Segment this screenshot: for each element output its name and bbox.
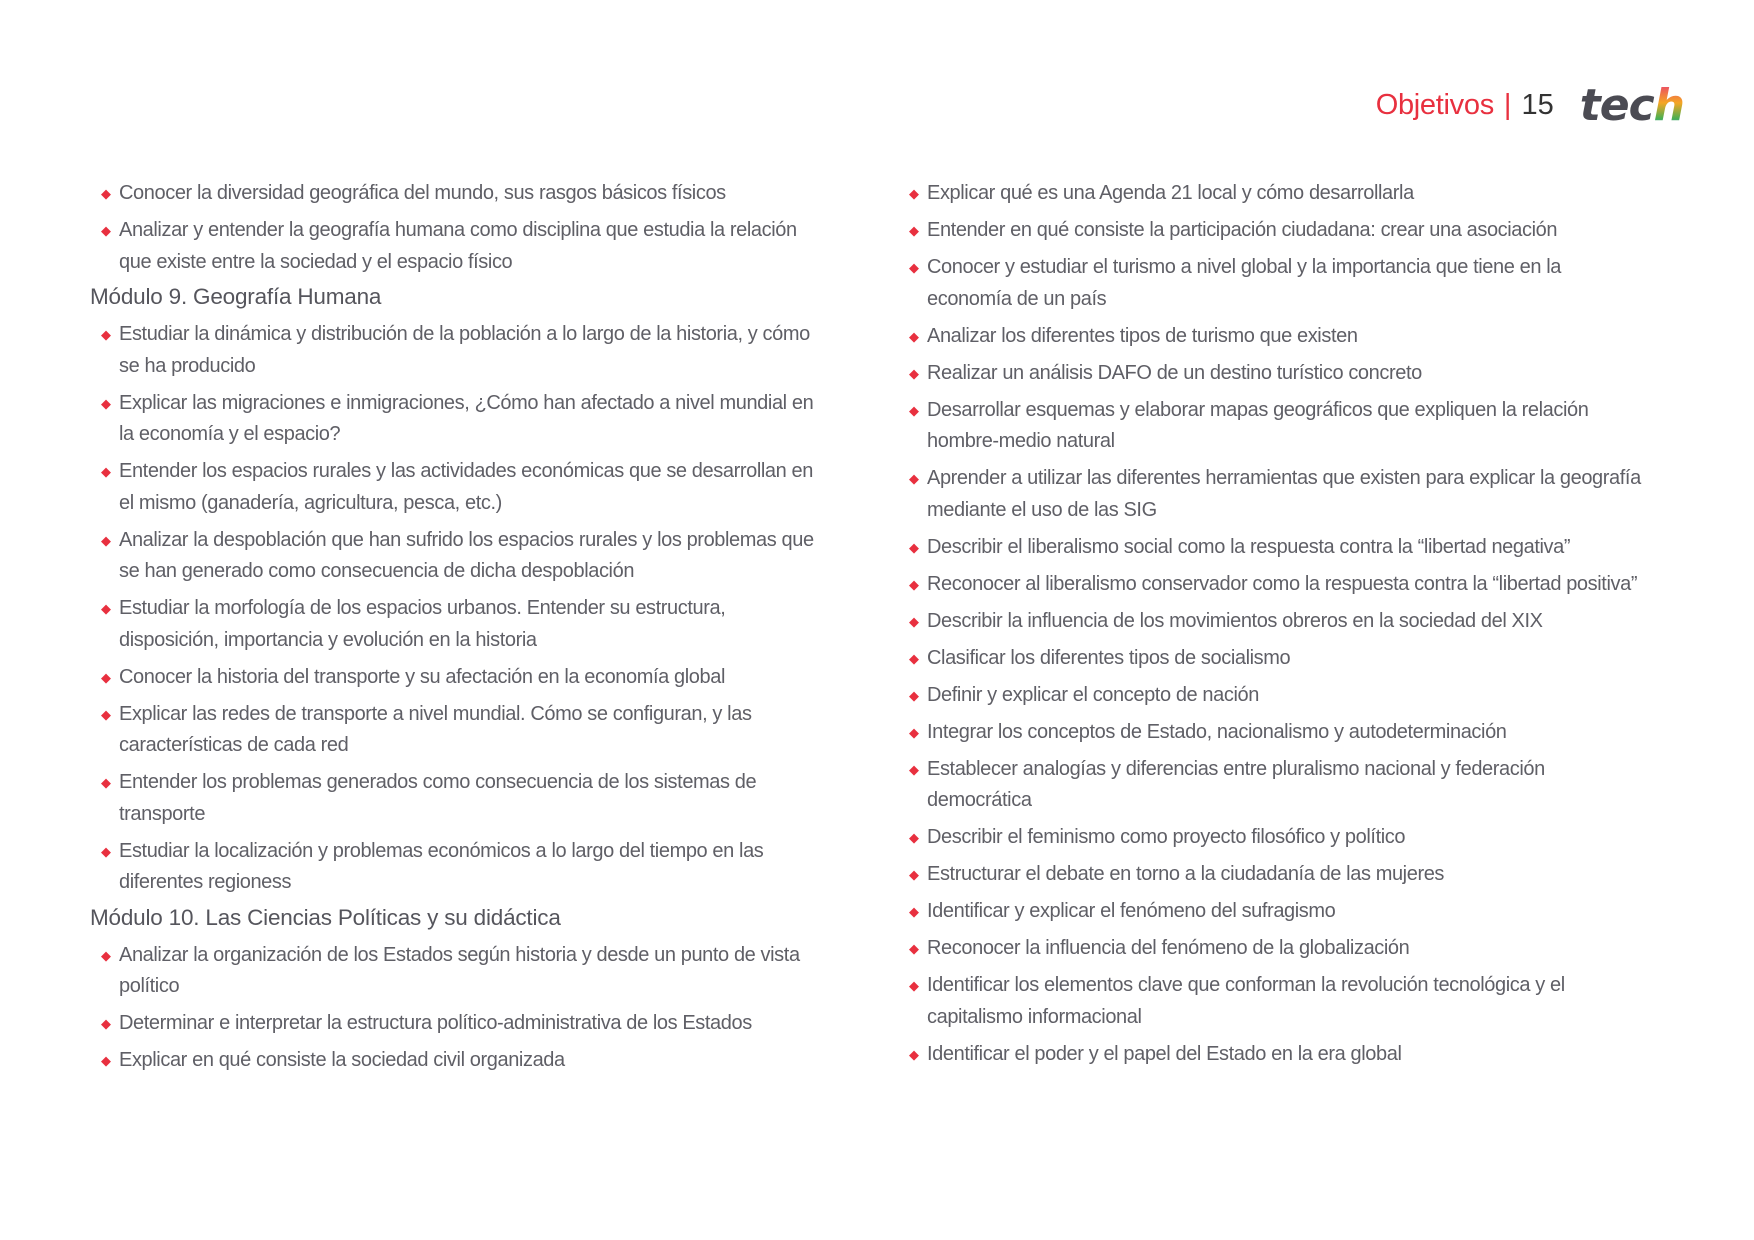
section-title: Objetivos: [1375, 89, 1494, 121]
page-header: [1376, 80, 1684, 131]
list-item: [90, 940, 820, 1003]
bullet-icon: ◆: [909, 650, 919, 666]
bullet-icon: ◆: [909, 402, 919, 418]
tech-logo: tech: [1579, 80, 1684, 131]
list-item: [898, 252, 1648, 315]
list-item: [90, 836, 820, 899]
list-item: [898, 717, 1648, 749]
module-10-heading: Módulo 10. Las Ciencias Políticas y su didáctica: [90, 904, 561, 930]
bullet-icon: ◆: [909, 328, 919, 344]
list-item-text: Aprender a utilizar las diferentes herramientas que existen para explicar la geografía mediante el uso de las SIG: [927, 467, 1641, 521]
intro-list: [90, 178, 820, 278]
list-item-text: Analizar los diferentes tipos de turismo que existen: [927, 324, 1358, 347]
list-item-text: Integrar los conceptos de Estado, nacionalismo y autodeterminación: [927, 720, 1507, 743]
header-separator: |: [1503, 89, 1512, 121]
list-item: [898, 680, 1648, 712]
list-item-text: Conocer y estudiar el turismo a nivel global y la importancia que tiene en la economía de un país: [927, 256, 1562, 310]
list-item: [898, 1039, 1648, 1071]
list-item-text: Analizar la organización de los Estados según historia y desde un punto de vista político: [119, 943, 800, 997]
list-item: [90, 767, 820, 830]
bullet-icon: ◆: [909, 941, 919, 956]
bullet-icon: ◆: [101, 601, 111, 616]
bullet-icon: ◆: [909, 687, 919, 703]
page-number: 15: [1521, 89, 1554, 121]
list-item: [90, 388, 820, 451]
list-item-text: Describir el feminismo como proyecto filosófico y político: [927, 826, 1406, 848]
list-item: [90, 215, 820, 278]
bullet-icon: ◆: [909, 904, 919, 919]
module-9-heading: Módulo 9. Geografía Humana: [90, 284, 382, 309]
list-item-text: Describir la influencia de los movimientos obreros en la sociedad del XIX: [927, 609, 1543, 632]
list-item-text: Desarrollar esquemas y elaborar mapas geográficos que expliquen la relación hombre-medio natural: [927, 398, 1589, 452]
list-item-text: Estudiar la morfología de los espacios urbanos. Entender su estructura, disposición, importancia y evolución en la historia: [119, 597, 726, 651]
list-item: [90, 456, 820, 519]
list-item: [898, 215, 1648, 247]
list-item: [898, 178, 1648, 210]
bullet-icon: ◆: [101, 327, 111, 342]
bullet-icon: ◆: [101, 947, 111, 963]
module-10-list: [90, 940, 820, 1077]
bullet-icon: ◆: [101, 395, 111, 411]
list-item: [898, 643, 1648, 675]
bullet-icon: ◆: [101, 706, 111, 722]
list-item: [898, 321, 1648, 353]
list-item: [898, 395, 1648, 458]
list-item: [898, 970, 1648, 1033]
list-item: [90, 662, 820, 694]
bullet-icon: ◆: [101, 532, 111, 548]
bullet-icon: ◆: [909, 186, 919, 201]
list-item-text: Explicar las migraciones e inmigraciones, ¿Cómo han afectado a nivel mundial en la economía y el espacio?: [119, 391, 814, 445]
bullet-icon: ◆: [909, 471, 919, 486]
list-item-text: Realizar un análisis DAFO de un destino turístico concreto: [927, 361, 1422, 384]
list-item-text: Entender los espacios rurales y las actividades económicas que se desarrollan en el mismo (ganadería, agricultura, pesca, etc.): [119, 460, 813, 514]
list-item-text: Establecer analogías y diferencias entre pluralismo nacional y federación democrática: [927, 757, 1545, 811]
right-column: [898, 178, 1648, 1076]
list-item-text: Clasificar los diferentes tipos de socialismo: [927, 646, 1291, 669]
module-9-list: [90, 319, 820, 899]
list-item-text: Estudiar la localización y problemas económicos a lo largo del tiempo en las diferentes regioness: [119, 839, 764, 893]
bullet-icon: ◆: [101, 223, 111, 238]
list-item: [90, 1045, 820, 1077]
list-item-text: Explicar en qué consiste la sociedad civil organizada: [119, 1049, 565, 1071]
bullet-icon: ◆: [909, 260, 919, 275]
list-item: [898, 569, 1648, 601]
list-item: [898, 859, 1648, 891]
list-item-text: Analizar la despoblación que han sufrido los espacios rurales y los problemas que se han generado como consecuencia de dicha despoblación: [119, 528, 814, 582]
list-item: [898, 754, 1648, 817]
bullet-icon: ◆: [909, 223, 919, 238]
bullet-icon: ◆: [101, 1016, 111, 1031]
list-item-text: Reconocer al liberalismo conservador como la respuesta contra la “libertad positiva”: [927, 572, 1638, 595]
list-item: [898, 463, 1648, 526]
list-item: [898, 532, 1648, 564]
bullet-icon: ◆: [101, 1053, 111, 1068]
list-item-text: Identificar los elementos clave que conforman la revolución tecnológica y el capitalismo informacional: [927, 974, 1565, 1028]
left-column: [90, 178, 820, 1082]
list-item: [898, 358, 1648, 390]
list-item-text: Determinar e interpretar la estructura político-administrativa de los Estados: [119, 1012, 752, 1034]
list-item: [90, 699, 820, 762]
bullet-icon: ◆: [101, 464, 111, 479]
list-item-text: Entender los problemas generados como consecuencia de los sistemas de transporte: [119, 771, 757, 825]
list-item-text: Identificar el poder y el papel del Estado en la era global: [927, 1042, 1402, 1065]
list-item: [90, 593, 820, 656]
right-list: [898, 178, 1648, 1070]
list-item-text: Identificar y explicar el fenómeno del sufragismo: [927, 900, 1336, 922]
list-item: [898, 896, 1648, 928]
bullet-icon: ◆: [101, 186, 111, 201]
list-item: [90, 178, 820, 210]
list-item-text: Analizar y entender la geografía humana como disciplina que estudia la relación que existe entre la sociedad y el espacio físico: [119, 219, 797, 273]
bullet-icon: ◆: [909, 978, 919, 993]
bullet-icon: ◆: [909, 1046, 919, 1062]
list-item: [90, 319, 820, 382]
list-item-text: Entender en qué consiste la participación ciudadana: crear una asociación: [927, 219, 1558, 241]
bullet-icon: ◆: [909, 724, 919, 740]
list-item-text: Explicar las redes de transporte a nivel mundial. Cómo se configuran, y las características de cada red: [119, 702, 752, 756]
bullet-icon: ◆: [909, 576, 919, 592]
list-item-text: Conocer la diversidad geográfica del mundo, sus rasgos básicos físicos: [119, 182, 726, 204]
list-item: [898, 606, 1648, 638]
list-item: [90, 525, 820, 588]
list-item-text: Estudiar la dinámica y distribución de la población a lo largo de la historia, y cómo se ha producido: [119, 323, 810, 377]
list-item-text: Estructurar el debate en torno a la ciudadanía de las mujeres: [927, 863, 1445, 885]
list-item-text: Explicar qué es una Agenda 21 local y cómo desarrollarla: [927, 182, 1414, 204]
bullet-icon: ◆: [909, 867, 919, 882]
list-item-text: Describir el liberalismo social como la respuesta contra la “libertad negativa”: [927, 535, 1571, 558]
list-item-text: Definir y explicar el concepto de nación: [927, 683, 1259, 706]
list-item-text: Conocer la historia del transporte y su afectación en la economía global: [119, 665, 726, 688]
bullet-icon: ◆: [909, 365, 919, 381]
list-item: [898, 933, 1648, 965]
list-item-text: Reconocer la influencia del fenómeno de la globalización: [927, 937, 1410, 959]
bullet-icon: ◆: [909, 613, 919, 629]
bullet-icon: ◆: [909, 830, 919, 845]
bullet-icon: ◆: [101, 775, 111, 790]
bullet-icon: ◆: [909, 539, 919, 555]
bullet-icon: ◆: [101, 843, 111, 859]
list-item: [898, 822, 1648, 854]
list-item: [90, 1008, 820, 1040]
bullet-icon: ◆: [101, 669, 111, 685]
bullet-icon: ◆: [909, 761, 919, 777]
